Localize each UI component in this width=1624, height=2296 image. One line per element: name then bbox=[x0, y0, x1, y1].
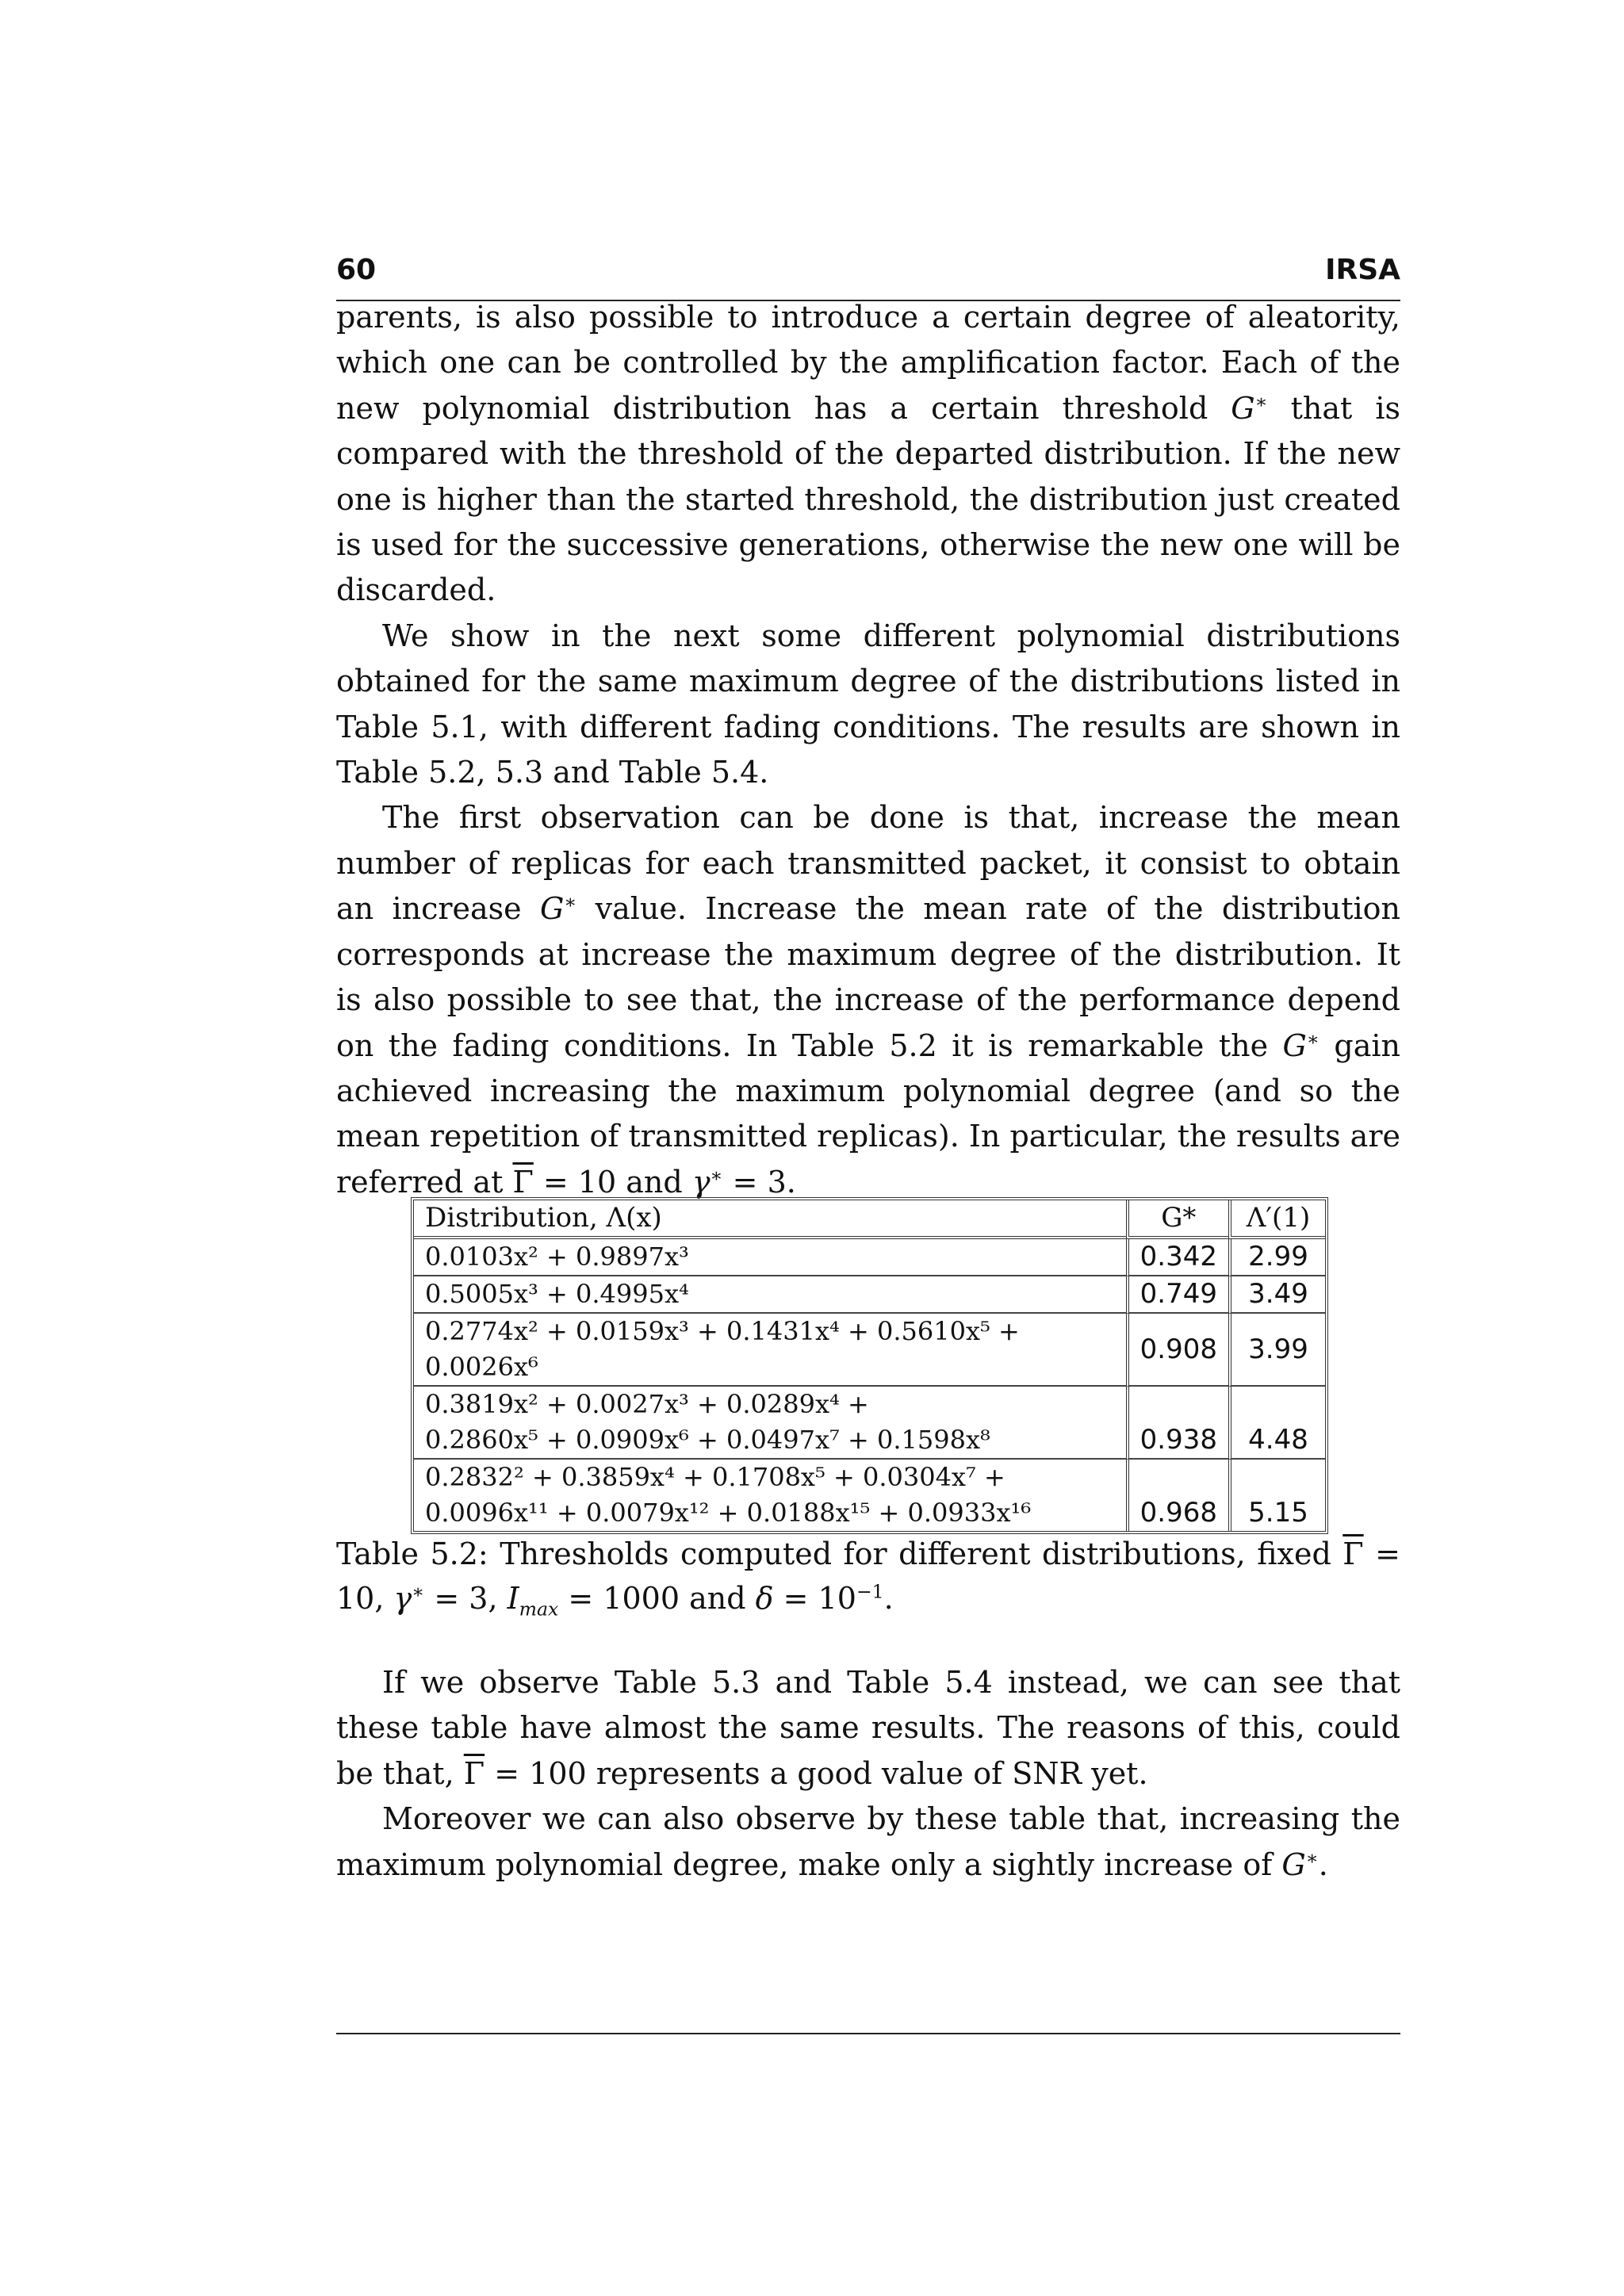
page-header bbox=[336, 254, 1400, 286]
dist-cell: 0.2774x² + 0.0159x³ + 0.1431x⁴ + 0.5610x⁵ + 0.0026x⁶ bbox=[414, 1314, 1126, 1387]
table-row bbox=[414, 1460, 1325, 1531]
g-cell: 0.908 bbox=[1126, 1314, 1228, 1387]
g-cell: 0.342 bbox=[1126, 1239, 1228, 1276]
lambda-cell: 3.99 bbox=[1228, 1314, 1325, 1387]
lambda-cell: 4.48 bbox=[1228, 1387, 1325, 1460]
col-distribution-header: Distribution, Λ(x) bbox=[414, 1200, 1126, 1239]
paragraph-1: parents, is also possible to introduce a certain degree of aleatority, which one can be controlled by the amplification factor. Each of the new polynomial distribution has a certain threshold G∗ that is compared with the threshold of the departed distribution. If the new one is higher than the started threshold, the distribution just created is used for the successive generations, otherwise the new one will be discarded. bbox=[336, 300, 1400, 608]
running-title: IRSA bbox=[1325, 254, 1400, 286]
paragraph-4: If we observe Table 5.3 and Table 5.4 instead, we can see that these table have almost the same results. The reasons of this, could be that, $\overline{\Gamma} = 100$ represents a good value of SNR yet. bbox=[336, 1665, 1400, 1791]
paragraph-2: We show in the next some different polynomial distributions obtained for the same maximum degree of the distributions listed in Table 5.1, with different fading conditions. The results are shown in Table 5.2, 5.3 and Table 5.4. bbox=[336, 618, 1400, 790]
table-row bbox=[414, 1239, 1325, 1276]
col-lambda-header: Λ′(1) bbox=[1228, 1200, 1325, 1239]
lambda-cell: 2.99 bbox=[1228, 1239, 1325, 1276]
g-cell: 0.749 bbox=[1126, 1276, 1228, 1314]
table-header-row bbox=[414, 1200, 1325, 1239]
dist-cell: 0.0103x² + 0.9897x³ bbox=[414, 1239, 1126, 1276]
table-caption: Table 5.2: Thresholds computed for different distributions, fixed $\overline{\Gamma} = 10$, γ∗ = 3, $I_{max} = 1000$ and $\delta = 10^{-1}$. bbox=[336, 1536, 1400, 1621]
footer-rule bbox=[336, 2033, 1400, 2034]
dist-cell: 0.2832² + 0.3859x⁴ + 0.1708x⁵ + 0.0304x⁷ + 0.0096x¹¹ + 0.0079x¹² + 0.0188x¹⁵ + 0.0933x¹⁶ bbox=[425, 1462, 1032, 1528]
distribution-table bbox=[411, 1197, 1328, 1534]
g-cell: 0.968 bbox=[1126, 1460, 1228, 1531]
paragraph-3: The first observation can be done is that, increase the mean number of replicas for each transmitted packet, it consist to obtain an increase G∗ value. Increase the mean rate of the distribution corresponds at increase the maximum degree of the distribution. It is also possible to see that, the increase of the performance depend on the fading conditions. In Table 5.2 it is remarkable the G∗ gain achieved increasing the maximum polynomial degree (and so the mean repetition of transmitted replicas). In particular, the results are referred at $\overline{\Gamma} = 10$ and γ∗ = 3. bbox=[336, 800, 1400, 1200]
table-row bbox=[414, 1387, 1325, 1460]
lambda-cell: 5.15 bbox=[1228, 1460, 1325, 1531]
body-text-bottom bbox=[336, 1660, 1400, 1888]
col-g-header: G* bbox=[1126, 1200, 1228, 1239]
dist-cell: 0.5005x³ + 0.4995x⁴ bbox=[414, 1276, 1126, 1314]
body-text-top bbox=[336, 295, 1400, 1205]
g-cell: 0.938 bbox=[1126, 1387, 1228, 1460]
table-row bbox=[414, 1276, 1325, 1314]
page-number: 60 bbox=[336, 254, 377, 286]
dist-cell: 0.3819x² + 0.0027x³ + 0.0289x⁴ + 0.2860x⁵ + 0.0909x⁶ + 0.0497x⁷ + 0.1598x⁸ bbox=[414, 1387, 1126, 1460]
lambda-cell: 3.49 bbox=[1228, 1276, 1325, 1314]
paragraph-5: Moreover we can also observe by these table that, increasing the maximum polynomial degree, make only a sightly increase of G∗. bbox=[336, 1801, 1400, 1882]
table-row bbox=[414, 1314, 1325, 1387]
